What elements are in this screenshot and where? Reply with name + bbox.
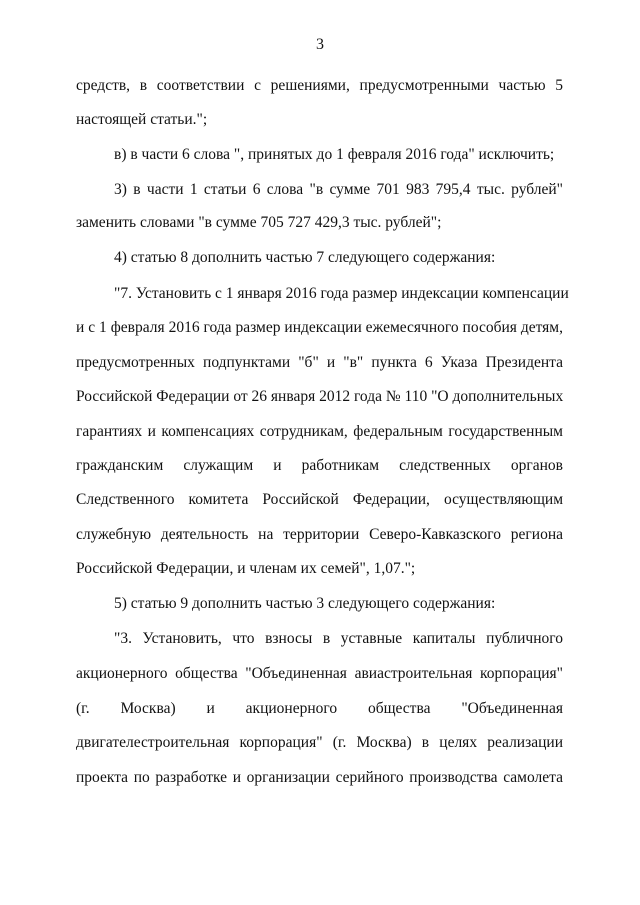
page-number: 3 [316,36,324,53]
text-line: в) в части 6 слова ", принятых до 1 февраля 2016 года" исключить; [114,146,555,163]
text-line: проекта по разработке и организации серийного производства самолета [76,769,563,786]
text-line: предусмотренных подпунктами "б" и "в" пункта 6 Указа Президента [76,354,563,371]
text-line: Российской Федерации от 26 января 2012 года № 110 "О дополнительных [76,388,564,405]
text-line: Следственного комитета Российской Федерации, осуществляющим [76,491,563,508]
text-line: Российской Федерации, и членам их семей", 1,07."; [76,560,416,577]
text-line: 3) в части 1 статьи 6 слова "в сумме 701 983 795,4 тыс. рублей" [114,181,563,198]
text-line: 4) статью 8 дополнить частью 7 следующего содержания: [114,249,496,266]
text-line: настоящей статьи."; [76,111,208,128]
text-line: средств, в соответствии с решениями, предусмотренными частью 5 [76,77,563,94]
text-line: гражданским служащим и работникам следственных органов [76,457,563,474]
text-line: "7. Установить с 1 января 2016 года размер индексации компенсации [114,285,569,302]
text-line: служебную деятельность на территории Северо-Кавказского региона [76,526,563,543]
text-line: "3. Установить, что взносы в уставные капиталы публичного [114,630,563,647]
text-line: заменить словами "в сумме 705 727 429,3 тыс. рублей"; [76,214,442,231]
text-line: и с 1 февраля 2016 года размер индексации ежемесячного пособия детям, [76,319,563,336]
text-line: (г. Москва) и акционерного общества "Объединенная [76,700,563,717]
text-line: гарантиях и компенсациях сотрудникам, федеральным государственным [76,423,563,440]
text-line: двигателестроительная корпорация" (г. Москва) в целях реализации [76,734,563,751]
text-line: 5) статью 9 дополнить частью 3 следующего содержания: [114,595,496,612]
text-line: акционерного общества "Объединенная авиастроительная корпорация" [76,665,563,682]
